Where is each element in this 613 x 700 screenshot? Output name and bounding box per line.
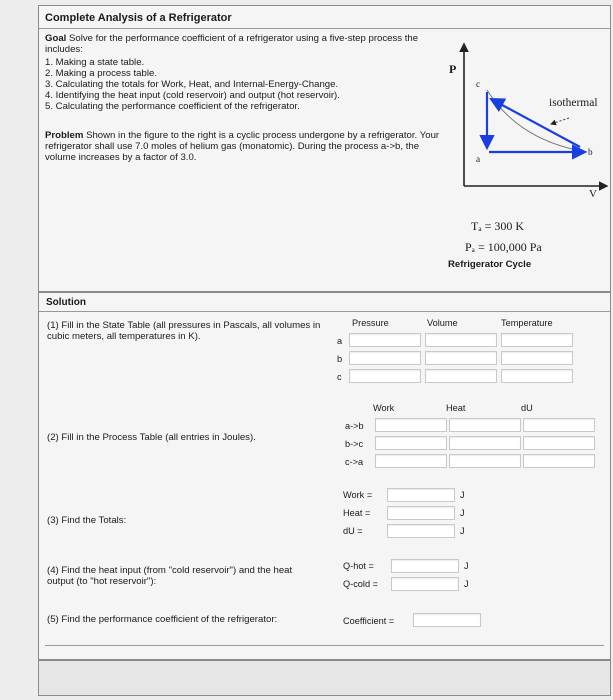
total-heat-unit: J (460, 508, 465, 518)
state-a-volume-input[interactable] (425, 333, 497, 347)
state-header-pressure: Pressure (352, 318, 389, 328)
process-ab-work-input[interactable] (375, 418, 447, 432)
temperature-a: Tₐ = 300 K (471, 219, 525, 233)
state-b-pressure-input[interactable] (349, 351, 421, 365)
solution-bottom-divider (45, 645, 604, 646)
goal-text (45, 33, 440, 55)
problem-text (45, 130, 441, 163)
state-b-volume-input[interactable] (425, 351, 497, 365)
point-c-label: c (476, 79, 481, 89)
q-cold-label: Q-cold = (343, 579, 378, 589)
process-table-prompt: (2) Fill in the Process Table (all entries in Joules). (47, 432, 256, 443)
pressure-a: Pₐ = 100,000 Pa (465, 240, 542, 254)
state-a-temperature-input[interactable] (501, 333, 573, 347)
state-table-prompt: (1) Fill in the State Table (all pressures in Pascals, all volumes in cubic meters, all temperatures in K). (47, 320, 321, 342)
goal-step: 1. Making a state table. (45, 57, 145, 68)
goal-step: 5. Calculating the performance coefficient of the refrigerator. (45, 101, 300, 112)
q-hot-unit: J (464, 561, 469, 571)
process-ab-du-input[interactable] (523, 418, 595, 432)
total-work-label: Work = (343, 490, 373, 500)
state-b-temperature-input[interactable] (501, 351, 573, 365)
process-header-heat: Heat (446, 403, 466, 413)
q-hot-label: Q-hot = (343, 561, 374, 571)
solution-divider (39, 311, 610, 312)
v-axis-label: V (589, 188, 597, 200)
process-bc-heat-input[interactable] (449, 436, 521, 450)
coefficient-prompt: (5) Find the performance coefficient of the refrigerator: (47, 614, 278, 625)
total-heat-label: Heat = (343, 508, 371, 518)
heat-prompt: (4) Find the heat input (from "cold reservoir") and the heat output (to "hot reservoir"): (47, 565, 293, 587)
total-du-unit: J (460, 526, 465, 536)
total-du-input[interactable] (387, 524, 455, 538)
point-a-label: a (476, 154, 481, 164)
q-cold-input[interactable] (391, 577, 459, 591)
goal-step: 3. Calculating the totals for Work, Heat, and Internal-Energy-Change. (45, 79, 339, 90)
q-cold-unit: J (464, 579, 469, 589)
isothermal-pointer (551, 118, 569, 124)
state-c-pressure-input[interactable] (349, 369, 421, 383)
goal-label: Goal (45, 33, 67, 44)
process-ca-work-input[interactable] (375, 454, 447, 468)
title-divider (39, 28, 610, 29)
isothermal-label: isothermal (549, 97, 598, 109)
process-row-ca: c->a (345, 457, 364, 467)
total-heat-input[interactable] (387, 506, 455, 520)
process-header-work: Work (373, 403, 395, 413)
solution-heading: Solution (46, 297, 86, 308)
coefficient-input[interactable] (413, 613, 481, 627)
pv-diagram (439, 36, 611, 211)
process-bc-du-input[interactable] (523, 436, 595, 450)
goal-step: 4. Identifying the heat input (cold reservoir) and output (hot reservoir). (45, 90, 340, 101)
totals-prompt: (3) Find the Totals: (47, 515, 127, 526)
problem-label: Problem (45, 130, 84, 141)
q-hot-input[interactable] (391, 559, 459, 573)
diagram-caption: Refrigerator Cycle (448, 259, 532, 270)
state-row-a: a (337, 336, 343, 346)
solution-panel (38, 292, 611, 660)
problem-body: Shown in the figure to the right is a cyclic process undergone by a refrigerator. Your refrigerator shall use 7.0 moles of helium gas (monatomic). During the process a->b, the volume increases by a factor of 3.0. (45, 130, 440, 163)
state-a-pressure-input[interactable] (349, 333, 421, 347)
total-work-input[interactable] (387, 488, 455, 502)
total-work-unit: J (460, 490, 465, 500)
process-ab-heat-input[interactable] (449, 418, 521, 432)
state-c-volume-input[interactable] (425, 369, 497, 383)
total-du-label: dU = (343, 526, 363, 536)
process-bc-work-input[interactable] (375, 436, 447, 450)
page-title: Complete Analysis of a Refrigerator (45, 12, 232, 24)
process-row-ab: a->b (345, 421, 364, 431)
process-row-bc: b->c (345, 439, 364, 449)
goal-steps (45, 57, 445, 112)
problem-panel (38, 5, 611, 292)
state-row-b: b (337, 354, 343, 364)
state-row-c: c (337, 372, 342, 382)
point-b-label: b (588, 147, 593, 157)
process-header-du: dU (521, 403, 533, 413)
process-ca-du-input[interactable] (523, 454, 595, 468)
goal-step: 2. Making a process table. (45, 68, 157, 79)
goal-intro: Solve for the performance coefficient of a refrigerator using a five-step process the includes: (45, 33, 419, 55)
coefficient-label: Coefficient = (343, 616, 395, 626)
state-c-temperature-input[interactable] (501, 369, 573, 383)
p-axis-label: P (449, 62, 457, 76)
state-header-volume: Volume (427, 318, 458, 328)
process-ca-heat-input[interactable] (449, 454, 521, 468)
footer-area (38, 660, 611, 696)
state-header-temperature: Temperature (501, 318, 553, 328)
